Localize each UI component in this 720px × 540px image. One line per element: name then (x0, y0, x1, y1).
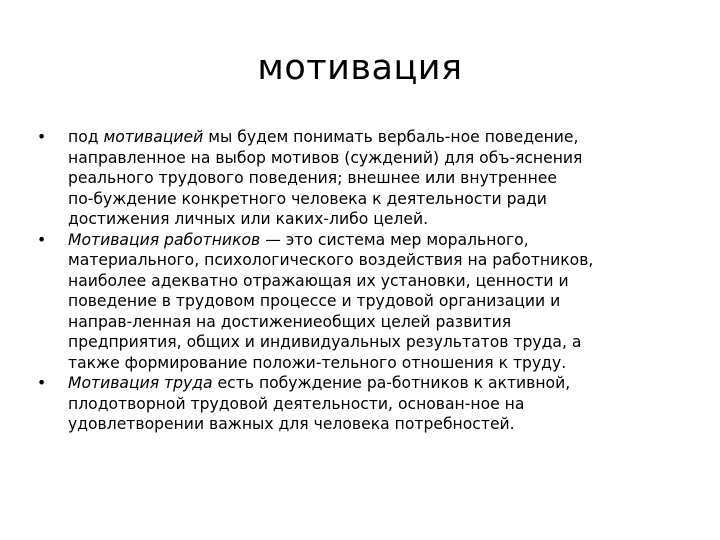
bullet-dot-icon: • (37, 230, 47, 249)
bullet-line: плодотворной трудовой деятельности, основан-ное на (68, 394, 525, 413)
bullet-line: наиболее адекватно отражающая их установки, ценности и (68, 271, 569, 290)
line-text: — это система мер морального, (260, 230, 529, 249)
bullet-line (68, 373, 677, 394)
emphasized-term: Мотивация труда (68, 374, 213, 392)
bullet-line: направ-ленная на достижениеобщих целей развития (68, 312, 512, 331)
bullet-list (37, 127, 677, 435)
bullet-line: также формирование положи-тельного отношения к труду. (68, 353, 567, 372)
bullet-line: поведение в трудовом процессе и трудовой организации и (68, 292, 561, 310)
bullet-item (37, 230, 677, 374)
bullet-item (37, 373, 677, 435)
bullet-line: предприятия, общих и индивидуальных результатов труда, а (68, 333, 582, 351)
bullet-line: по-буждение конкретного человека к деятельности ради (68, 189, 547, 208)
bullet-line: удовлетворении важных для человека потребностей. (68, 415, 515, 433)
bullet-dot-icon: • (37, 374, 47, 392)
emphasized-term: Мотивация работников (68, 230, 261, 249)
slide-title: мотивация (257, 48, 463, 88)
bullet-line: реального трудового поведения; внешнее или внутреннее (68, 169, 557, 187)
bullet-line: достижения личных или каких-либо целей. (68, 210, 429, 228)
bullet-item (37, 127, 677, 230)
emphasized-term: мотивацией (103, 128, 204, 146)
bullet-line: направленное на выбор мотивов (суждений) для объ-яснения (68, 148, 583, 167)
line-text: мы будем понимать вербаль-ное поведение, (203, 128, 579, 146)
bullet-dot-icon: • (37, 128, 47, 146)
bullet-line (68, 127, 677, 148)
line-text: есть побуждение ра-ботников к активной, (212, 374, 571, 392)
bullet-line (68, 230, 677, 251)
bullet-line: материального, психологического воздействия на работников, (68, 251, 594, 269)
line-text: под (68, 128, 104, 146)
